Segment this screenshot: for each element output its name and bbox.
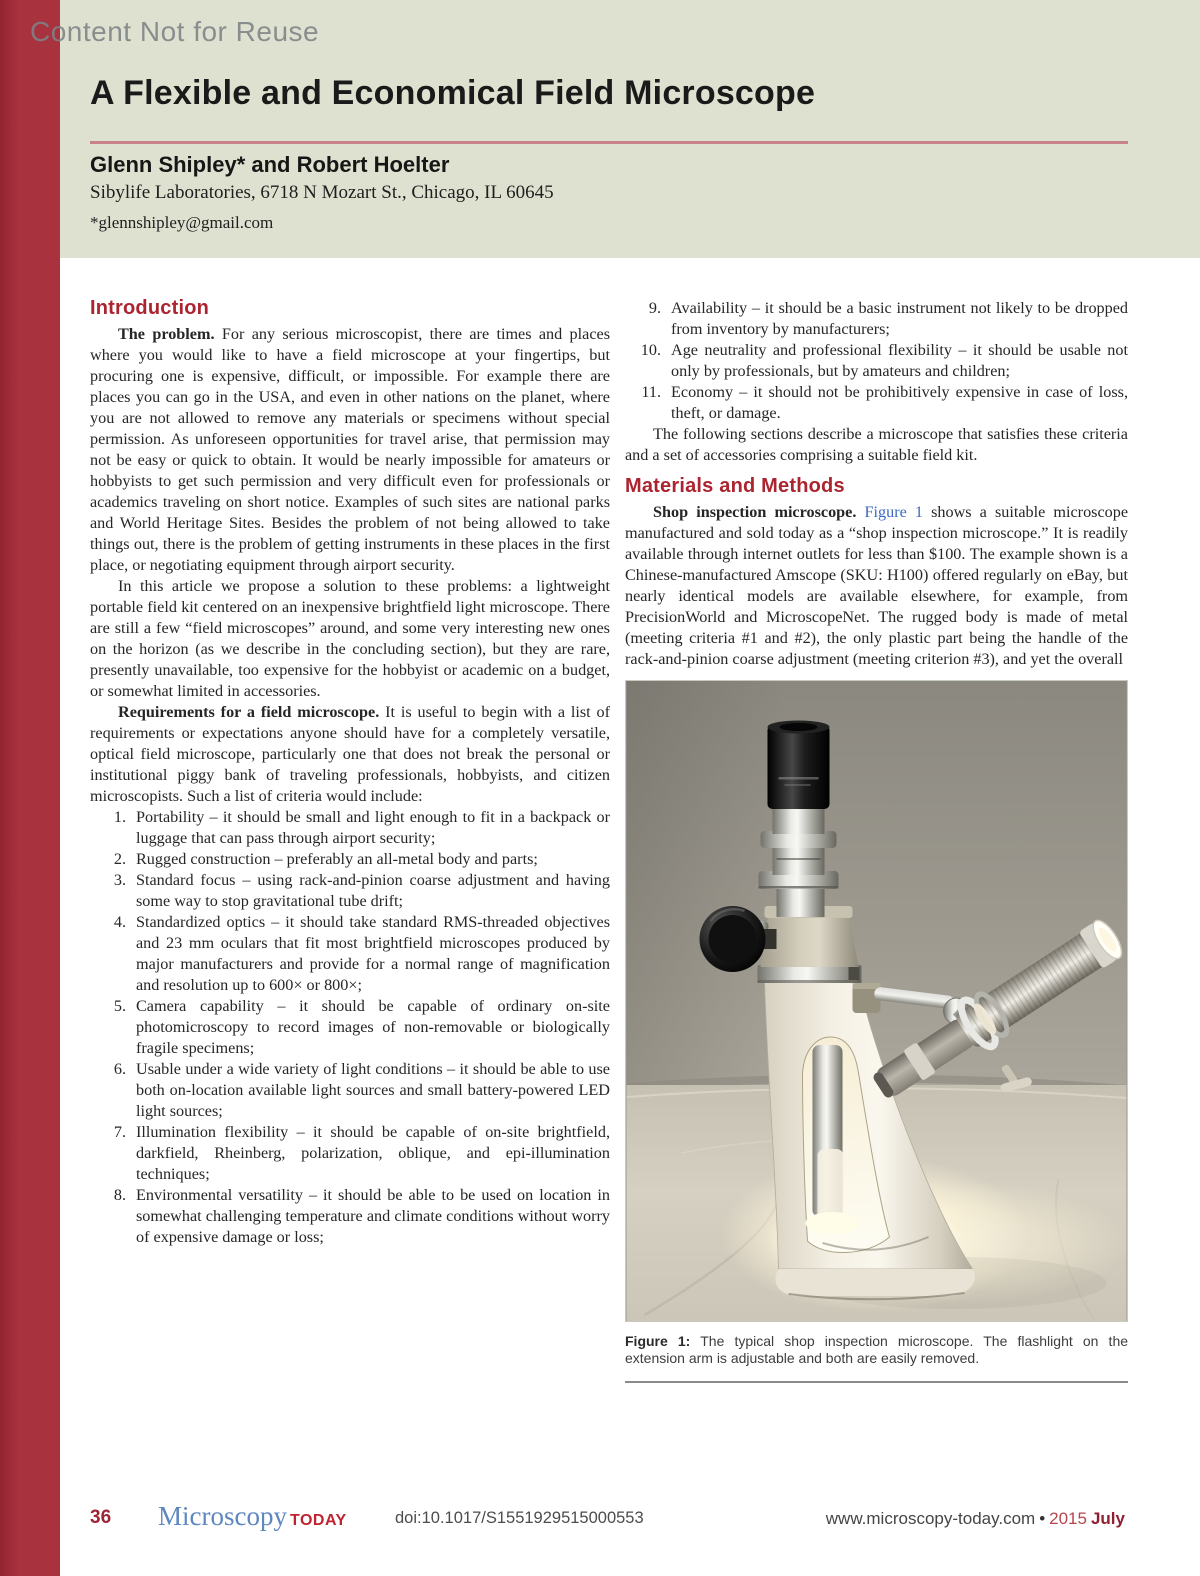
figure-1-caption-text: The typical shop inspection microscope. The flashlight on the extension arm is adjustable and both are easily removed. <box>625 1333 1129 1366</box>
criterion-number: 10. <box>640 341 661 359</box>
criterion-number: 2. <box>113 850 126 868</box>
criterion-item <box>625 298 1128 340</box>
watermark-text: Content Not for Reuse <box>30 16 320 47</box>
criterion-text: Rugged construction – preferably an all-metal body and parts; <box>136 850 538 868</box>
criterion-item <box>90 912 610 996</box>
criterion-item <box>90 1122 610 1185</box>
intro-paragraph-2: In this article we propose a solution to these problems: a lightweight portable field kit centered on an inexpensive brightfield light microscope. There are still a few “field microscopes” around, and some very interesting new ones on the horizon (as we describe in the concluding section), but they are rare, presently unavailable, too expensive for the hobbyist or academic on a budget, or somewhat limited in accessories. <box>90 577 610 700</box>
intro-paragraph-3-text: It is useful to begin with a list of requirements or expectations anyone should have for a completely versatile, optical field microscope, particularly one that does not break the personal or institutional piggy bank of traveling professionals, hobbyists, and citizen microscopists. Such a list of criteria would include: <box>90 703 610 805</box>
criterion-number: 7. <box>113 1123 126 1141</box>
criterion-item <box>90 849 610 870</box>
figure-1-link[interactable]: Figure 1 <box>864 503 923 521</box>
criterion-item <box>625 340 1128 382</box>
logo-today: TODAY <box>289 1512 347 1529</box>
footer-right <box>826 1509 1125 1529</box>
criterion-text: Economy – it should not be prohibitively expensive in case of loss, theft, or damage. <box>671 383 1128 422</box>
criteria-list-9-11 <box>625 298 1128 424</box>
criterion-item <box>90 870 610 912</box>
issue-year: 2015 <box>1049 1509 1087 1528</box>
criterion-text: Usable under a wide variety of light conditions – it should be able to use both on-location available light sources and small battery-powered LED light sources; <box>136 1060 610 1120</box>
intro-closing-paragraph: The following sections describe a microscope that satisfies these criteria and a set of accessories comprising a suitable field kit. <box>625 425 1128 464</box>
intro-paragraph-1 <box>90 324 610 576</box>
criterion-number: 5. <box>113 997 126 1015</box>
journal-website: www.microscopy-today.com <box>825 1509 1036 1528</box>
criterion-number: 1. <box>113 808 126 826</box>
criteria-list-1-8 <box>90 807 610 1248</box>
bullet-separator: • <box>1039 1509 1046 1528</box>
criterion-text: Age neutrality and professional flexibility – it should be usable not only by professionals, but by amateurs and children; <box>671 341 1128 380</box>
journal-logo <box>158 1501 347 1532</box>
criterion-text: Availability – it should be a basic instrument not likely to be dropped from inventory by manufacturers; <box>671 299 1128 338</box>
intro-paragraph-1-text: For any serious microscopist, there are times and places where you would like to have a field microscope at your fingertips, but procuring one is expensive, difficult, or impossible. For example there are places you can go in the USA, and even in other nations on the planet, where you are not allowed to remove any materials or specimens without special permission. As unforeseen opportunities for travel arise, that permission may not be easy or quick to obtain. It would be nearly impossible for amateurs or hobbyists to get such permission and very difficult even for professionals or academics traveling on short notice. Examples of such sites are national parks and World Heritage Sites. Besides the problem of not being allowed to take things out, there is the problem of getting instruments in these places in the first place, or negotiating equipment through airport security. <box>90 325 611 574</box>
left-column <box>90 298 610 1383</box>
criterion-text: Portability – it should be small and light enough to fit in a backpack or luggage that can pass through airport security; <box>136 808 610 847</box>
criterion-item <box>90 1185 610 1248</box>
title-divider <box>90 141 1128 144</box>
materials-methods-heading: Materials and Methods <box>625 475 845 497</box>
figure-1-block <box>625 680 1128 1383</box>
logo-microscopy: Microscopy <box>158 1501 287 1531</box>
page-footer <box>90 1501 1128 1546</box>
figure-1-label: Figure 1: <box>625 1333 691 1349</box>
criterion-text: Illumination flexibility – it should be capable of on-site brightfield, darkfield, Rheinberg, polarization, oblique, and epi-illumination techniques; <box>136 1123 610 1183</box>
criterion-number: 9. <box>648 299 661 317</box>
email-line: *glennshipley@gmail.com <box>90 213 274 232</box>
criterion-item <box>90 807 610 849</box>
page-number: 36 <box>90 1507 112 1528</box>
criterion-text: Environmental versatility – it should be able to be used on location in somewhat challenging temperature and climate conditions without worry of expensive damage or loss; <box>136 1186 610 1246</box>
figure-divider <box>625 1381 1128 1383</box>
criterion-number: 4. <box>113 913 126 931</box>
left-red-band <box>0 0 60 1576</box>
authors-line: Glenn Shipley* and Robert Hoelter <box>90 152 450 177</box>
lead-requirements: Requirements for a field microscope. <box>118 703 380 721</box>
criterion-text: Standardized optics – it should take standard RMS-threaded objectives and 23 mm oculars that fit most brightfield microscopes produced by major manufacturers and provide for a normal range of magnification and resolution up to 600× or 800×; <box>136 913 610 994</box>
issue-month: July <box>1090 1509 1125 1528</box>
criterion-text: Standard focus – using rack-and-pinion coarse adjustment and having some way to stop gravitational tube drift; <box>136 871 610 910</box>
figure-1-caption <box>625 1333 1128 1367</box>
introduction-heading: Introduction <box>90 297 210 319</box>
lead-the-problem: The problem. <box>118 325 215 343</box>
doi-text: doi:10.1017/S1551929515000553 <box>395 1509 644 1527</box>
intro-paragraph-3 <box>90 702 610 807</box>
right-column <box>625 298 1128 1383</box>
affiliation-line: Sibylife Laboratories, 6718 N Mozart St., Chicago, IL 60645 <box>90 182 554 203</box>
criterion-number: 8. <box>113 1186 126 1204</box>
criterion-text: Camera capability – it should be capable of ordinary on-site photomicroscopy to record images of non-removable or biologically fragile specimens; <box>136 997 610 1057</box>
methods-paragraph-text: shows a suitable microscope manufactured and sold today as a “shop inspection microscope.” It is readily available through internet outlets for less than $100. The example shown is a Chinese-manufactured Amscope (SKU: H100) offered regularly on eBay, but nearly identical models are available elsewhere, for example, from PrecisionWorld and MicroscopeNet. The rugged body is made of metal (meeting criteria #1 and #2), the only plastic part being the handle of the rack-and-pinion coarse adjustment (meeting criterion #3), and yet the overall <box>625 503 1129 668</box>
criterion-item <box>90 1059 610 1122</box>
criterion-item <box>625 382 1128 424</box>
criterion-number: 6. <box>113 1060 126 1078</box>
lead-shop-inspection: Shop inspection microscope. <box>653 503 857 521</box>
methods-paragraph <box>625 502 1128 670</box>
article-body <box>90 298 1128 1383</box>
article-title: A Flexible and Economical Field Microscope <box>90 74 816 112</box>
criterion-number: 3. <box>113 871 126 889</box>
microscope-photo <box>625 680 1128 1322</box>
criterion-number: 11. <box>641 383 661 401</box>
criterion-item <box>90 996 610 1059</box>
